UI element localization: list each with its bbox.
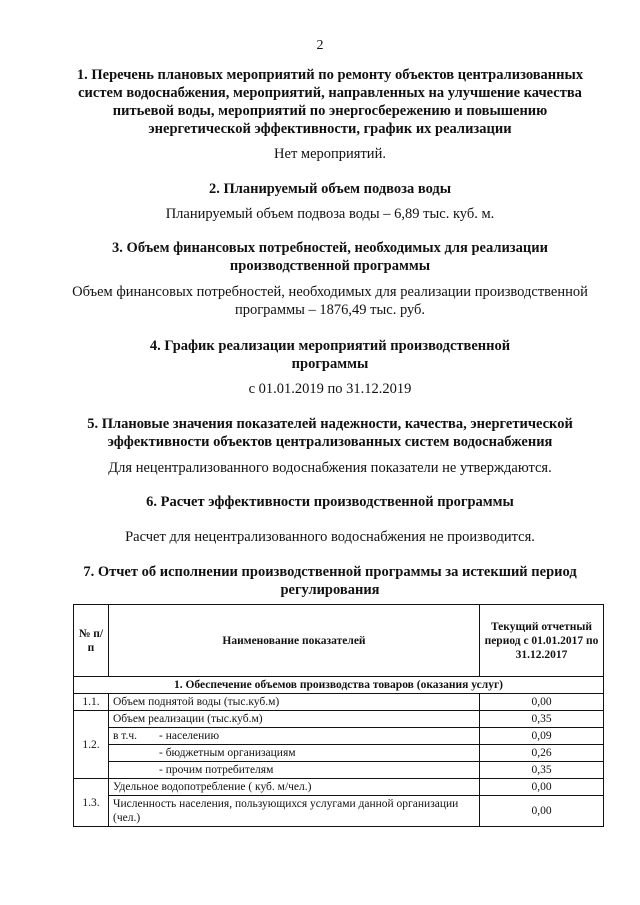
- row-value: 0,09: [480, 728, 604, 745]
- row-name: Объем реализации (тыс.куб.м): [109, 711, 480, 728]
- row-name: - бюджетным организациям: [109, 745, 480, 762]
- section-5-heading: 5. Плановые значения показателей надежности, качества, энергетической эффективности объектов централизованных систем водоснабжения: [87, 416, 573, 450]
- table-section-row: [74, 677, 604, 694]
- section-1-text: Нет мероприятий.: [274, 146, 386, 162]
- header-value: Текущий отчетный период с 01.01.2017 по 31.12.2017: [480, 605, 604, 677]
- header-num: № п/п: [74, 605, 109, 677]
- row-value: 0,35: [480, 762, 604, 779]
- row-value: 0,26: [480, 745, 604, 762]
- table-section-title: 1. Обеспечение объемов производства товаров (оказания услуг): [74, 677, 604, 694]
- table-row: [74, 694, 604, 711]
- section-4-heading: 4. График реализации мероприятий производственной программы: [149, 338, 511, 372]
- page-number: 2: [316, 38, 324, 53]
- row-name-cell: [109, 728, 480, 745]
- table-row: [74, 762, 604, 779]
- section-6-text: Расчет для нецентрализованного водоснабжения не производится.: [125, 529, 535, 545]
- row-num: 1.3.: [74, 779, 109, 827]
- section-5-text: Для нецентрализованного водоснабжения показатели не утверждаются.: [108, 460, 552, 476]
- row-lead: в т.ч.: [113, 730, 137, 742]
- table-row: [74, 745, 604, 762]
- row-name: Объем поднятой воды (тыс.куб.м): [109, 694, 480, 711]
- table-row: [74, 711, 604, 728]
- row-value: 0,00: [480, 796, 604, 827]
- row-name: Удельное водопотребление ( куб. м/чел.): [109, 779, 480, 796]
- section-2-text: Планируемый объем подвоза воды – 6,89 тыс. куб. м.: [165, 206, 495, 222]
- header-name: Наименование показателей: [109, 605, 480, 677]
- table-header-row: [74, 605, 604, 677]
- row-num: 1.2.: [74, 711, 109, 779]
- row-value: 0,00: [480, 779, 604, 796]
- table-row: [74, 728, 604, 745]
- table-row: [74, 796, 604, 827]
- report-table: [73, 604, 604, 827]
- row-num: 1.1.: [74, 694, 109, 711]
- row-value: 0,35: [480, 711, 604, 728]
- section-3-heading: 3. Объем финансовых потребностей, необходимых для реализации производственной программы: [112, 240, 548, 274]
- section-2-heading: 2. Планируемый объем подвоза воды: [208, 181, 452, 197]
- row-name: - населению: [159, 730, 220, 742]
- row-value: 0,00: [480, 694, 604, 711]
- row-name: - прочим потребителям: [109, 762, 480, 779]
- section-7-heading: 7. Отчет об исполнении производственной программы за истекший период регулирования: [83, 564, 577, 598]
- section-4-text: с 01.01.2019 по 31.12.2019: [248, 381, 412, 397]
- section-3-text: Объем финансовых потребностей, необходимых для реализации производственной программы – 1876,49 тыс. руб.: [72, 284, 588, 318]
- table-row: [74, 779, 604, 796]
- section-1-heading: 1. Перечень плановых мероприятий по ремонту объектов централизованных систем водоснабжения, мероприятий, направленных на улучшение качества питьевой воды, мероприятий по энергосбережению и повышению энергетической эффективности, график их реализации: [76, 67, 584, 137]
- row-name: Численность населения, пользующихся услугами данной организации (чел.): [109, 796, 480, 827]
- section-6-heading: 6. Расчет эффективности производственной программы: [146, 494, 514, 510]
